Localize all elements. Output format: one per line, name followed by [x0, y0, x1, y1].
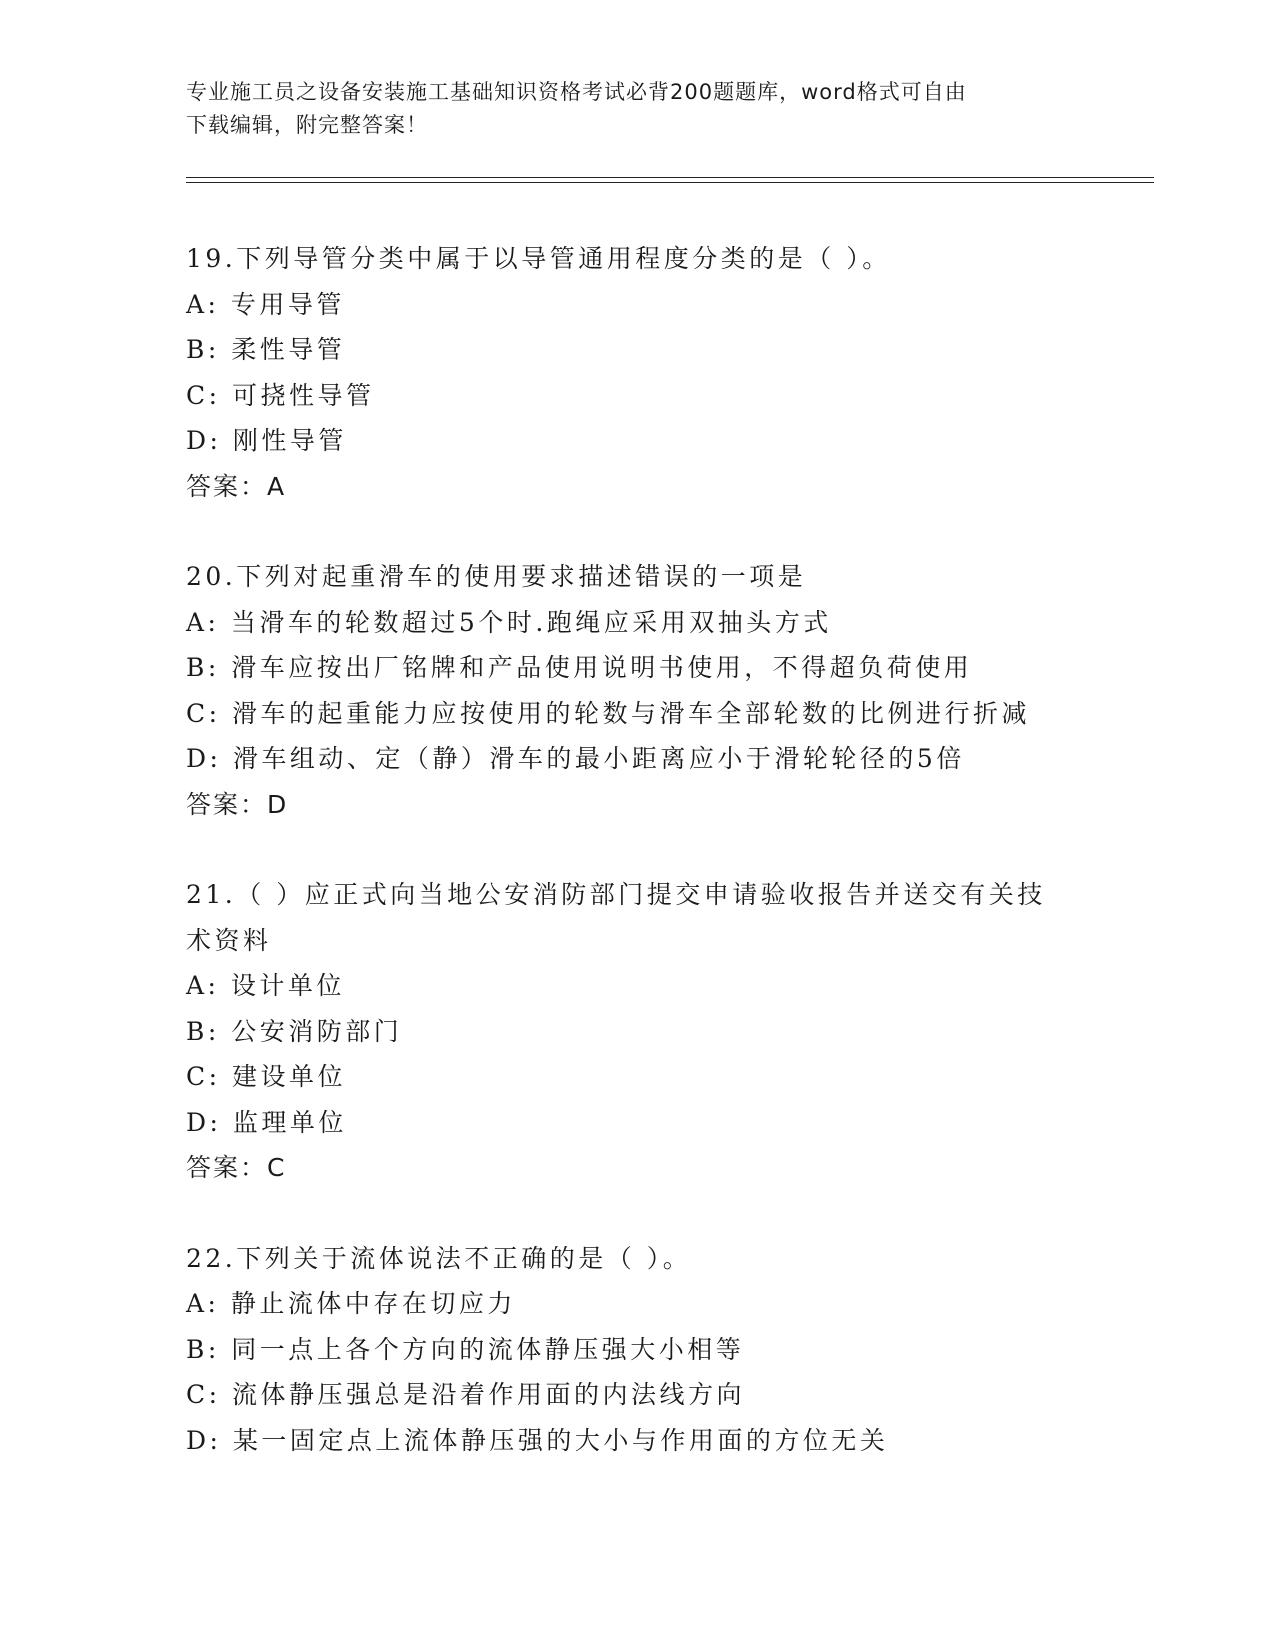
question-22 [186, 1236, 1066, 1464]
option-d: D: 某一固定点上流体静压强的大小与作用面的方位无关 [186, 1425, 889, 1455]
answer: 答案：C [186, 1153, 287, 1182]
question-stem-line-1: 21.（ ）应正式向当地公安消防部门提交申请验收报告并送交有关技 [186, 880, 1046, 909]
option-c: C: 建设单位 [186, 1062, 346, 1091]
option-b: B: 公安消防部门 [186, 1016, 403, 1046]
option-b: B: 滑车应按出厂铭牌和产品使用说明书使用，不得超负荷使用 [186, 653, 973, 682]
option-c: C: 流体静压强总是沿着作用面的内法线方向 [186, 1380, 745, 1409]
header-line-1: 专业施工员之设备安装施工基础知识资格考试必背200题题库，word格式可自由 [186, 80, 967, 104]
option-b: B: 同一点上各个方向的流体静压强大小相等 [186, 1334, 745, 1364]
header-divider-bottom [186, 182, 1154, 183]
question-list [186, 236, 1066, 1463]
question-stem: 22.下列关于流体说法不正确的是（ ）。 [186, 1243, 692, 1273]
option-a: A: 设计单位 [186, 971, 345, 1000]
option-d: D: 刚性导管 [186, 426, 347, 455]
option-c: C: 可挠性导管 [186, 380, 375, 410]
question-19 [186, 236, 1066, 509]
option-a: A: 静止流体中存在切应力 [186, 1289, 516, 1318]
question-stem-line-2: 术资料 [186, 925, 272, 955]
question-stem: 19.下列导管分类中属于以导管通用程度分类的是（ ）。 [186, 244, 891, 273]
option-c: C: 滑车的起重能力应按使用的轮数与滑车全部轮数的比例进行折减 [186, 698, 1031, 728]
option-d: D: 监理单位 [186, 1107, 347, 1137]
option-b: B: 柔性导管 [186, 335, 346, 364]
question-21 [186, 872, 1066, 1191]
document-header [186, 76, 1086, 142]
option-a: A: 专用导管 [186, 289, 345, 319]
answer: 答案：D [186, 789, 289, 819]
header-line-2: 下载编辑，附完整答案！ [186, 113, 428, 137]
option-d: D: 滑车组动、定（静）滑车的最小距离应小于滑轮轮径的5倍 [186, 744, 965, 773]
question-stem: 20.下列对起重滑车的使用要求描述错误的一项是 [186, 562, 807, 591]
question-20 [186, 554, 1066, 827]
option-a: A: 当滑车的轮数超过5个时.跑绳应采用双抽头方式 [186, 607, 832, 637]
header-divider-top [186, 177, 1154, 178]
answer: 答案：A [186, 471, 287, 501]
